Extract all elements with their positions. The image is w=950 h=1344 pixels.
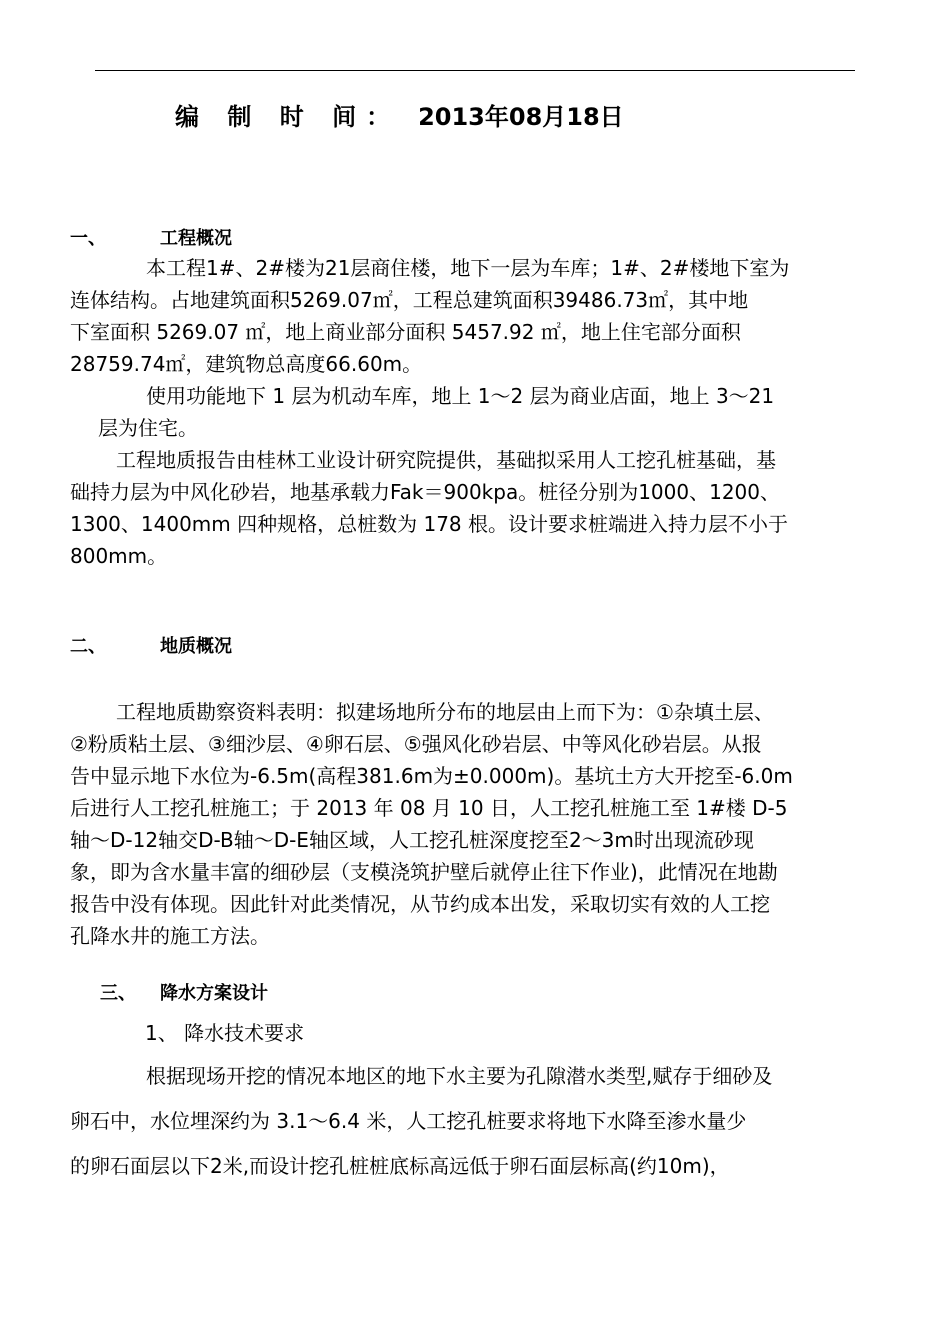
compile-date-label: 编 制 时 间：: [175, 103, 401, 131]
section-title: 地质概况: [160, 636, 232, 657]
paragraph-geology-overview: [70, 696, 870, 952]
section-title: 工程概况: [160, 228, 232, 249]
text-line: 卵石中，水位埋深约为 3.1～6.4 米，人工挖孔桩要求将地下水降至渗水量少: [70, 1109, 747, 1133]
compile-date: [175, 97, 624, 132]
section-heading-3: [100, 979, 268, 1005]
paragraph-dewatering: [70, 1054, 870, 1189]
text-line: 孔降水井的施工方法。: [70, 924, 270, 948]
text-line: 报告中没有体现。因此针对此类情况，从节约成本出发，采取切实有效的人工挖: [70, 892, 770, 916]
text-line: 连体结构。占地建筑面积5269.07㎡，工程总建筑面积39486.73㎡，其中地: [70, 288, 749, 312]
text-line: 告中显示地下水位为-6.5m(高程381.6m为±0.000m)。基坑土方大开挖至-6.0m: [70, 764, 793, 788]
section-number: 二、: [70, 636, 106, 657]
text-line: 层为住宅。: [98, 416, 198, 440]
text-line: 下室面积 5269.07 ㎡，地上商业部分面积 5457.92 ㎡，地上住宅部分面积: [70, 320, 741, 344]
text-line: 的卵石面层以下2米,而设计挖孔桩桩底标高远低于卵石面层标高(约10m)，: [70, 1154, 730, 1178]
text-line: 础持力层为中风化砂岩，地基承载力Fak＝900kpa。桩径分别为1000、1200、: [70, 480, 781, 504]
paragraph-project-overview: [70, 252, 870, 380]
text-line: 轴～D-12轴交D-B轴～D-E轴区域，人工挖孔桩深度挖至2～3m时出现流砂现: [70, 828, 754, 852]
paragraph-usage: [98, 380, 898, 444]
section-number: 一、: [70, 228, 106, 249]
section-heading-1: [70, 224, 232, 250]
text-line: 本工程1#、2#楼为21层商住楼，地下一层为车库；1#、2#楼地下室为: [146, 256, 790, 280]
section-heading-2: [70, 632, 232, 658]
text-line: 28759.74㎡，建筑物总高度66.60m。: [70, 352, 423, 376]
section-title: 降水方案设计: [160, 983, 268, 1004]
text-line: 根据现场开挖的情况本地区的地下水主要为孔隙潜水类型,赋存于细砂及: [146, 1064, 773, 1088]
text-line: 工程地质报告由桂林工业设计研究院提供，基础拟采用人工挖孔桩基础，基: [116, 448, 776, 472]
text-line: 1300、1400mm 四种规格，总桩数为 178 根。设计要求桩端进入持力层不小于: [70, 512, 789, 536]
text-line: 800mm。: [70, 544, 168, 568]
text-line: 后进行人工挖孔桩施工；于 2013 年 08 月 10 日，人工挖孔桩施工至 1#楼 D-5: [70, 796, 788, 820]
compile-date-value: 2013年08月18日: [418, 103, 624, 131]
header-rule: [95, 70, 855, 71]
text-line: 象，即为含水量丰富的细砂层（支模浇筑护壁后就停止往下作业)，此情况在地勘: [70, 860, 778, 884]
text-line: 工程地质勘察资料表明：拟建场地所分布的地层由上而下为：①杂填土层、: [116, 700, 774, 724]
subheading-dewatering-requirements: 1、 降水技术要求: [145, 1021, 305, 1045]
paragraph-geology-report: [70, 444, 870, 572]
section-number: 三、: [100, 983, 136, 1004]
text-line: ②粉质粘土层、③细沙层、④卵石层、⑤强风化砂岩层、中等风化砂岩层。从报: [70, 732, 762, 756]
text-line: 使用功能地下 1 层为机动车库，地上 1～2 层为商业店面，地上 3～21: [146, 384, 775, 408]
